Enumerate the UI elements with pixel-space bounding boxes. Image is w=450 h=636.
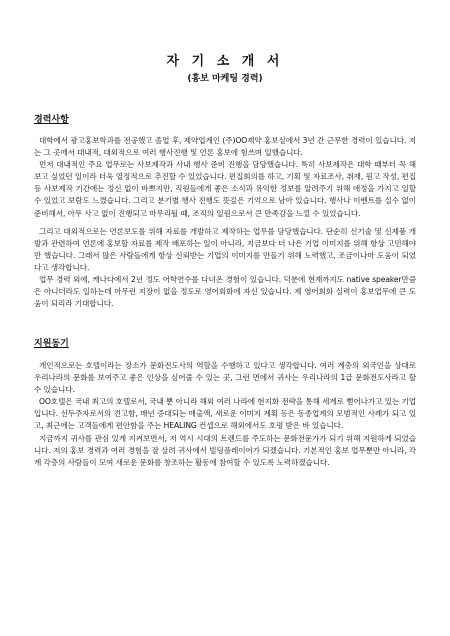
career-heading: 경력사항 xyxy=(34,115,69,125)
document-title: 자 기 소 개 서 xyxy=(166,54,284,69)
motivation-paragraph: 지금까지 귀사를 관심 있게 지켜보면서, 저 역시 시대의 트렌드를 주도하는 문화전문가가 되기 위해 지원하게 되었습니다. 저의 홍보 경력과 여러 경험을 잘 살려 귀사에서 빌딩플레이어가 되겠습니다. 기본적인 홍보 업무뿐만 아니라, 각계 각층의 사람들이 모여 새로운 문화를 창조하는 활동에 참여할 수 있도록 노력하겠습니다. xyxy=(34,433,416,467)
motivation-section xyxy=(34,360,416,469)
motivation-paragraph: OO호텔은 국내 최고의 호텔로서, 국내 뿐 아니라 해외 여러 나라에 현지화 전략을 통해 세계로 뻗어나가고 있는 기업입니다. 선두주자로서의 견고함, 매년 증대되는 매출액, 새로운 이미지 계획 등은 동종업계의 모범적인 사례가 되고 있고, 최근에는 고객들에게 편안함을 주는 HEALING 컨셉으로 해외에서도 호평 받은 바 있습니다. xyxy=(34,397,416,431)
motivation-paragraph: 개인적으로는 호텔이라는 장소가 문화전도사의 역할을 수행하고 있다고 생각합니다. 여러 계층의 외국인을 상대로 우리나라의 문화를 보여주고 좋은 인상을 심어줄 수 있는 곳, 그런 면에서 귀사는 우리나라의 1급 문화전도사라고 할 수 있습니다. xyxy=(34,361,416,395)
career-paragraph: 대학에서 광고홍보학과를 전공했고 졸업 후, 제약업계인 (주)OO제약 홍보실에서 3년 간 근무한 경력이 있습니다. 저는 그 곳에서 대내적, 대외적으로 여러 행사진행 및 언론 홍보에 힘쓰며 일했습니다. xyxy=(34,136,416,158)
motivation-heading: 지원동기 xyxy=(34,339,69,349)
career-paragraph: 먼저 대내적인 주요 업무로는 사보제작과 사내 행사 준비 진행을 담당했습니다. 특히 사보제작은 대학 때부터 꼭 해보고 싶었던 일이라 더욱 열정적으로 추진할 수 있었습니다. 편집회의를 하고, 기획 및 자료조사, 취재, 원고 작성, 편집 등 사보제작 기간에는 정신 없이 바쁘지만, 직원들에게 좋은 소식과 유익한 정보를 알려주기 위해 애정을 가지고 일할 수 있었고 보람도 느꼈습니다. 그리고 분기별 행사 진행도 뜻깊은 기억으로 남아 있습니다. 행사나 이벤트를 실수 없이 준비해서, 아무 사고 없이 진행되고 마무리될 때, 조직의 일원으로서 큰 만족감을 느낄 수 있었습니다. xyxy=(34,160,416,218)
document-subtitle: (홍보 마케팅 경력) xyxy=(187,74,263,84)
career-paragraph: 업무 경력 외에, 캐나다에서 2년 정도 어학연수를 다녀온 경험이 있습니다. 덕분에 현재까지도 native speaker만큼은 아니더라도 일하는데 아무런 지장이 없을 정도로 영어회화에 자신 있습니다. 제 영어회화 실력이 홍보업무에 큰 도움이 되리라 기대합니다. xyxy=(34,275,416,309)
career-paragraph: 그리고 대외적으로는 언론보도를 위해 자료를 개발하고 제작하는 업무를 담당했습니다. 단순히 신기술 및 신제품 개발과 관련하여 언론에 홍보할 자료를 제작 배포하는 일이 아니라, 지금보다 더 나은 기업 이미지를 위해 항상 고민해야만 했습니다. 그래서 많은 사람들에게 항상 신뢰받는 기업의 이미지를 만들기 위해 노력했고, 조금이나마 도움이 되었다고 생각합니다. xyxy=(34,226,416,272)
career-section xyxy=(34,135,416,310)
